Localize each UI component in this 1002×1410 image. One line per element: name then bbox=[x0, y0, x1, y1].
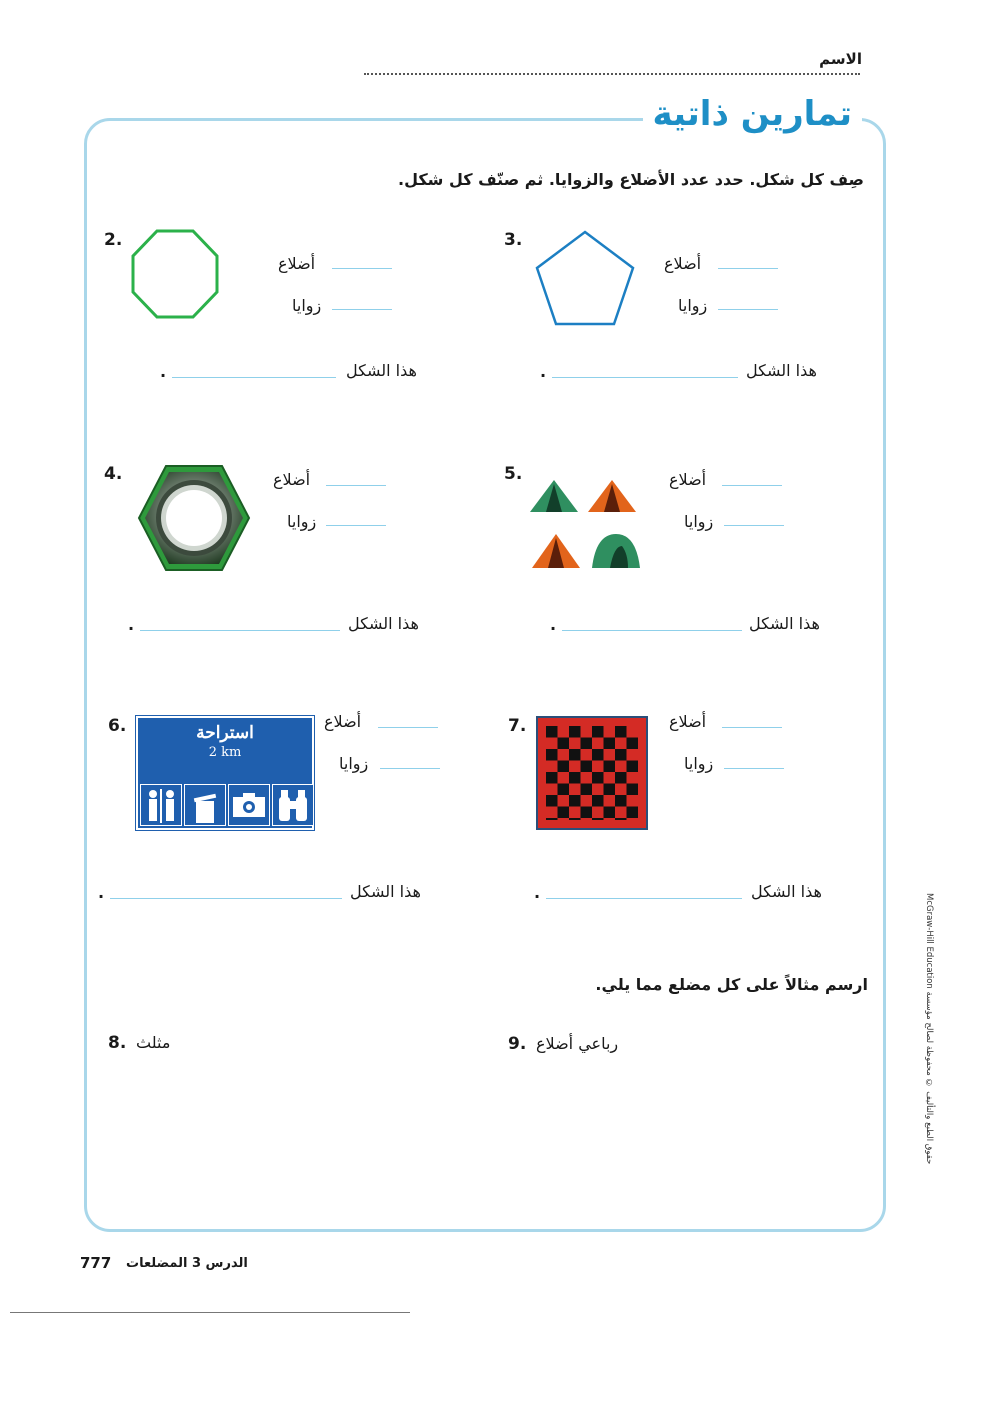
exercise-7-shape-label: هذا الشكل bbox=[751, 882, 822, 901]
exercise-3-angles-blank[interactable] bbox=[718, 309, 778, 310]
camera-icon bbox=[228, 784, 270, 826]
exercise-5-shape-blank[interactable] bbox=[562, 630, 742, 631]
instruction: صِف كل شكل. حدد عدد الأضلاع والزوايا. ثم صنّف كل شكل. bbox=[397, 170, 864, 189]
rest-sign-image bbox=[136, 716, 314, 830]
name-label: الاسم bbox=[819, 50, 862, 68]
exercise-3-period: . bbox=[540, 362, 547, 381]
restroom-icon bbox=[140, 784, 182, 826]
tents-image bbox=[526, 474, 646, 574]
exercise-6-sides-label: أضلاع bbox=[324, 712, 362, 731]
exercise-7-number: 7. bbox=[508, 716, 527, 736]
exercise-8-drawing-area[interactable] bbox=[100, 1066, 480, 1206]
exercise-7-period: . bbox=[534, 883, 541, 902]
exercise-6-shape-label: هذا الشكل bbox=[350, 882, 421, 901]
exercise-9-drawing-area[interactable] bbox=[500, 1066, 870, 1206]
sign-title: استراحة bbox=[196, 723, 254, 743]
page-number: 777 bbox=[80, 1254, 112, 1272]
exercise-6-shape-blank[interactable] bbox=[110, 898, 342, 899]
exercise-4-shape-blank[interactable] bbox=[140, 630, 340, 631]
exercise-6-period: . bbox=[98, 883, 105, 902]
exercise-4-angles-label: زوايا bbox=[287, 512, 317, 531]
page-title: تمارين ذاتية bbox=[643, 94, 862, 134]
nut-hole bbox=[166, 490, 222, 546]
exercise-5-sides-blank[interactable] bbox=[722, 485, 782, 486]
exercise-6-angles-label: زوايا bbox=[339, 754, 369, 773]
exercise-5-number: 5. bbox=[504, 464, 523, 484]
exercise-5-angles-label: زوايا bbox=[684, 512, 714, 531]
exercise-4-number: 4. bbox=[104, 464, 123, 484]
octagon-shape bbox=[130, 228, 220, 320]
exercise-2-number: 2. bbox=[104, 230, 123, 250]
exercise-2-sides-blank[interactable] bbox=[332, 268, 392, 269]
exercise-2-sides-label: أضلاع bbox=[278, 254, 316, 273]
exercise-4-period: . bbox=[128, 615, 135, 634]
exercise-4-sides-blank[interactable] bbox=[326, 485, 386, 486]
exercise-8-label: مثلث bbox=[136, 1033, 171, 1052]
name-line bbox=[364, 73, 860, 75]
exercise-3-shape-blank[interactable] bbox=[552, 377, 738, 378]
exercise-6-sides-blank[interactable] bbox=[378, 727, 438, 728]
checkerboard-squares bbox=[546, 726, 638, 820]
exercise-4-shape-label: هذا الشكل bbox=[348, 614, 419, 633]
exercise-9-number: 9. bbox=[508, 1034, 527, 1054]
exercise-2-shape-label: هذا الشكل bbox=[346, 361, 417, 380]
exercise-8-number: 8. bbox=[108, 1033, 127, 1053]
exercise-7-sides-blank[interactable] bbox=[722, 727, 782, 728]
exercise-7-angles-label: زوايا bbox=[684, 754, 714, 773]
exercise-3-angles-label: زوايا bbox=[678, 296, 708, 315]
lesson-label: الدرس 3 المضلعات bbox=[126, 1256, 248, 1271]
exercise-5-angles-blank[interactable] bbox=[724, 525, 784, 526]
exercise-7-angles-blank[interactable] bbox=[724, 768, 784, 769]
trash-bin-icon bbox=[184, 784, 226, 826]
exercise-3-shape-label: هذا الشكل bbox=[746, 361, 817, 380]
exercise-6-number: 6. bbox=[108, 716, 127, 736]
exercise-9-label: رباعي أضلاع bbox=[536, 1034, 619, 1053]
bottom-rule bbox=[10, 1312, 410, 1313]
exercise-5-sides-label: أضلاع bbox=[669, 470, 707, 489]
exercise-7-sides-label: أضلاع bbox=[669, 712, 707, 731]
sign-distance: 2 km bbox=[208, 745, 242, 760]
exercise-5-shape-label: هذا الشكل bbox=[749, 614, 820, 633]
exercise-3-number: 3. bbox=[504, 230, 523, 250]
exercise-3-sides-blank[interactable] bbox=[718, 268, 778, 269]
exercise-2-angles-label: زوايا bbox=[292, 296, 322, 315]
exercise-7-shape-blank[interactable] bbox=[546, 898, 742, 899]
copyright-side-text: McGraw-Hill Education حقوق الطبع والتأليف © محفوظة لصالح مؤسسة bbox=[924, 893, 934, 1165]
exercise-2-period: . bbox=[160, 362, 167, 381]
pentagon-outline bbox=[537, 232, 633, 324]
hexagon-nut-image bbox=[136, 462, 252, 574]
exercise-2-shape-blank[interactable] bbox=[172, 377, 336, 378]
exercise-6-angles-blank[interactable] bbox=[380, 768, 440, 769]
checkerboard-image bbox=[536, 716, 648, 830]
exercise-4-angles-blank[interactable] bbox=[326, 525, 386, 526]
exercise-5-period: . bbox=[550, 615, 557, 634]
exercise-3-sides-label: أضلاع bbox=[664, 254, 702, 273]
octagon-outline bbox=[133, 231, 217, 317]
exercise-2-angles-blank[interactable] bbox=[332, 309, 392, 310]
binoculars-icon bbox=[272, 784, 314, 826]
draw-instruction: ارسم مثالاً على كل مضلع مما يلي. bbox=[595, 975, 868, 994]
exercise-4-sides-label: أضلاع bbox=[273, 470, 311, 489]
pentagon-shape bbox=[532, 228, 638, 328]
